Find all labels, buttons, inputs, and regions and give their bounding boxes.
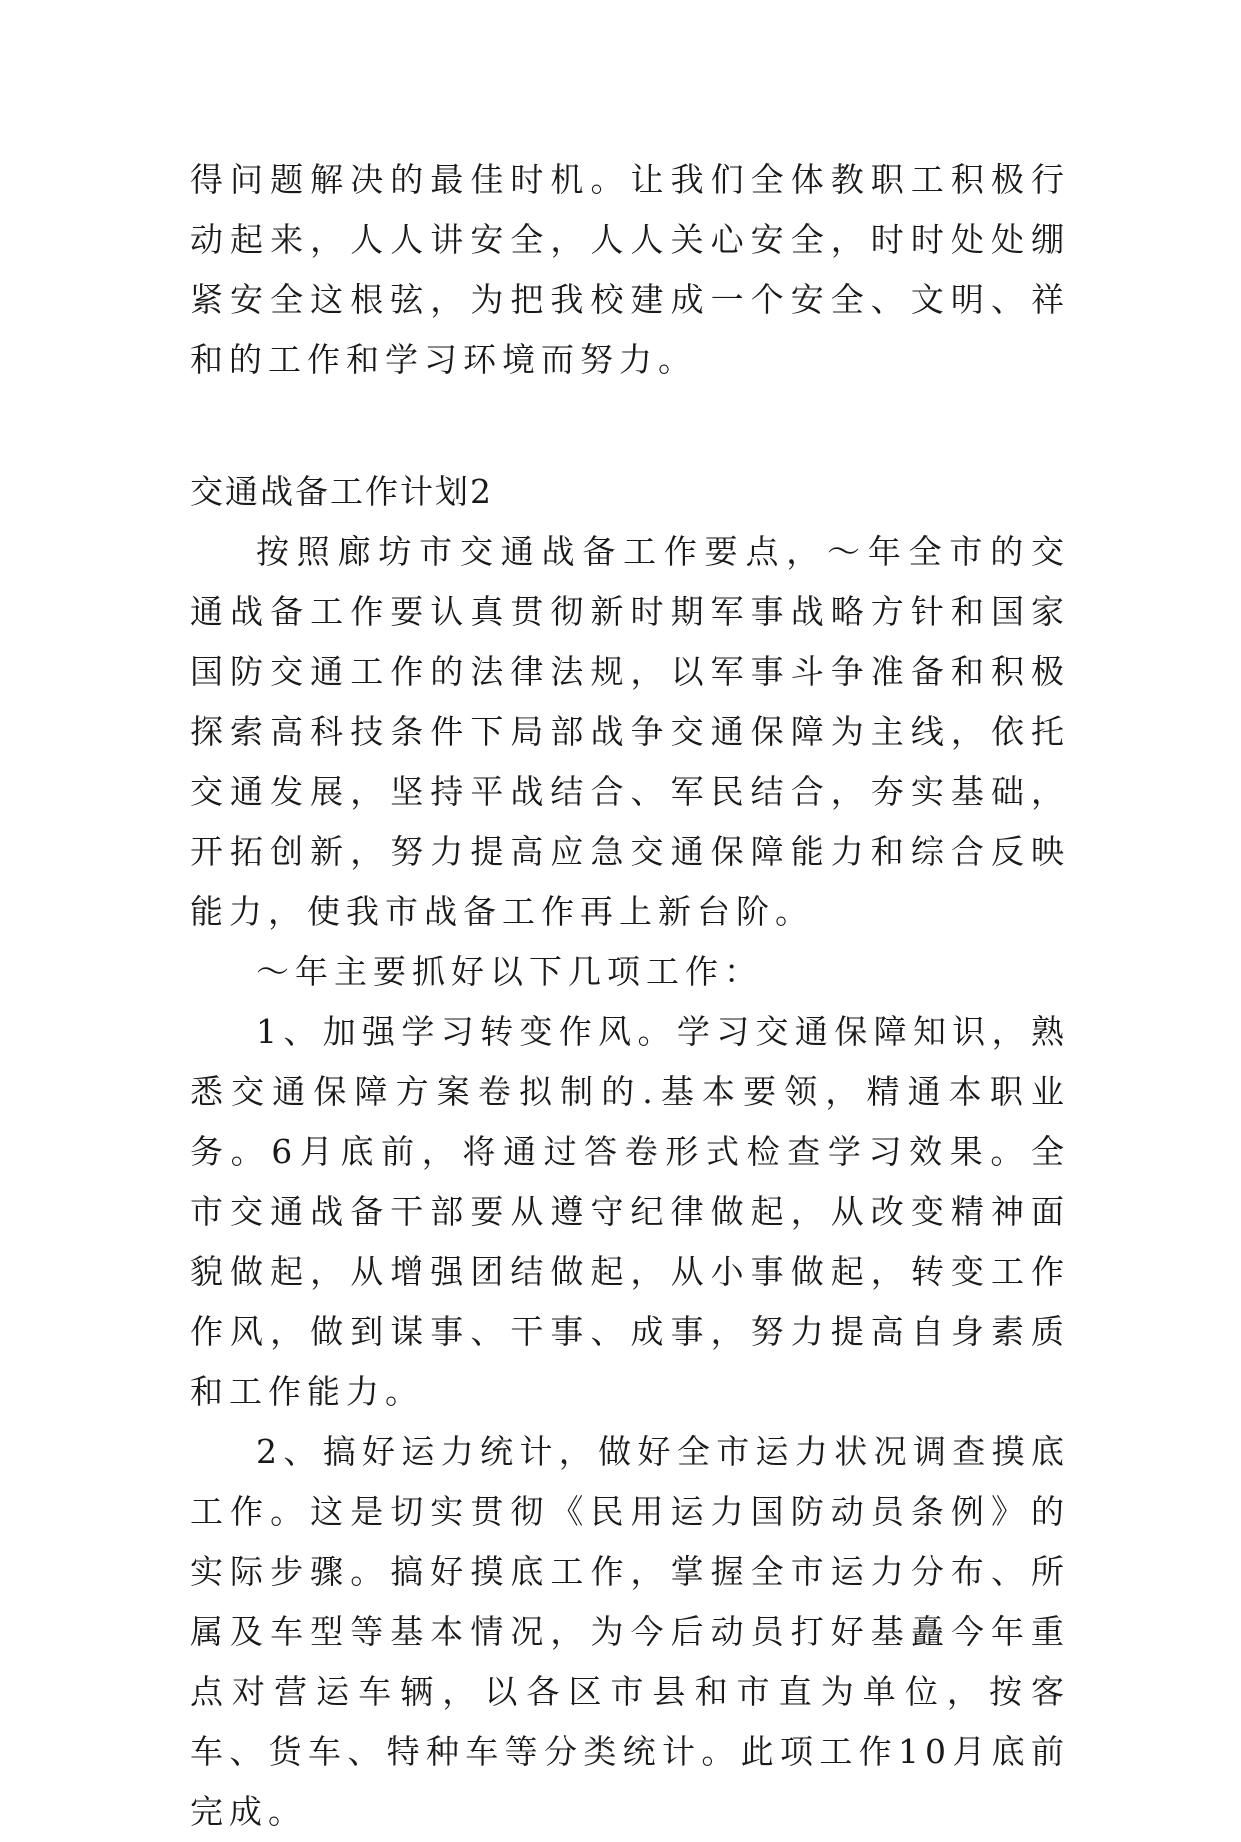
document-body (190, 150, 1070, 1842)
paragraph-closing: 得问题解决的最佳时机。让我们全体教职工积极行动起来，人人讲安全，人人关心安全，时时处处绷紧安全这根弦，为把我校建成一个安全、文明、祥和的工作和学习环境而努力。 (190, 160, 1070, 379)
paragraph-intro: 按照廊坊市交通战备工作要点，～年全市的交通战备工作要认真贯彻新时期军事战略方针和国家国防交通工作的法律法规，以军事斗争准备和积极探索高科技条件下局部战争交通保障为主线，依托交通发展，坚持平战结合、军民结合，夯实基础，开拓创新，努力提高应急交通保障能力和综合反映能力，使我市战备工作再上新台阶。 (190, 532, 1070, 931)
paragraph-task-1: 1、加强学习转变作风。学习交通保障知识，熟悉交通保障方案卷拟制的.基本要领，精通本职业务。6月底前，将通过答卷形式检查学习效果。全市交通战备干部要从遵守纪律做起，从改变精神面貌做起，从增强团结做起，从小事做起，转变工作作风，做到谋事、干事、成事，努力提高自身素质和工作能力。 (190, 1012, 1070, 1411)
section-heading: 交通战备工作计划2 (190, 472, 493, 511)
paragraph-task-2: 2、搞好运力统计，做好全市运力状况调查摸底工作。这是切实贯彻《民用运力国防动员条例》的实际步骤。搞好摸底工作，掌握全市运力分布、所属及车型等基本情况，为今后动员打好基矗今年重点对营运车辆，以各区市县和市直为单位，按客车、货车、特种车等分类统计。此项工作10月底前完成。 (190, 1432, 1070, 1831)
paragraph-tasks-lead: ～年主要抓好以下几项工作： (256, 952, 763, 991)
